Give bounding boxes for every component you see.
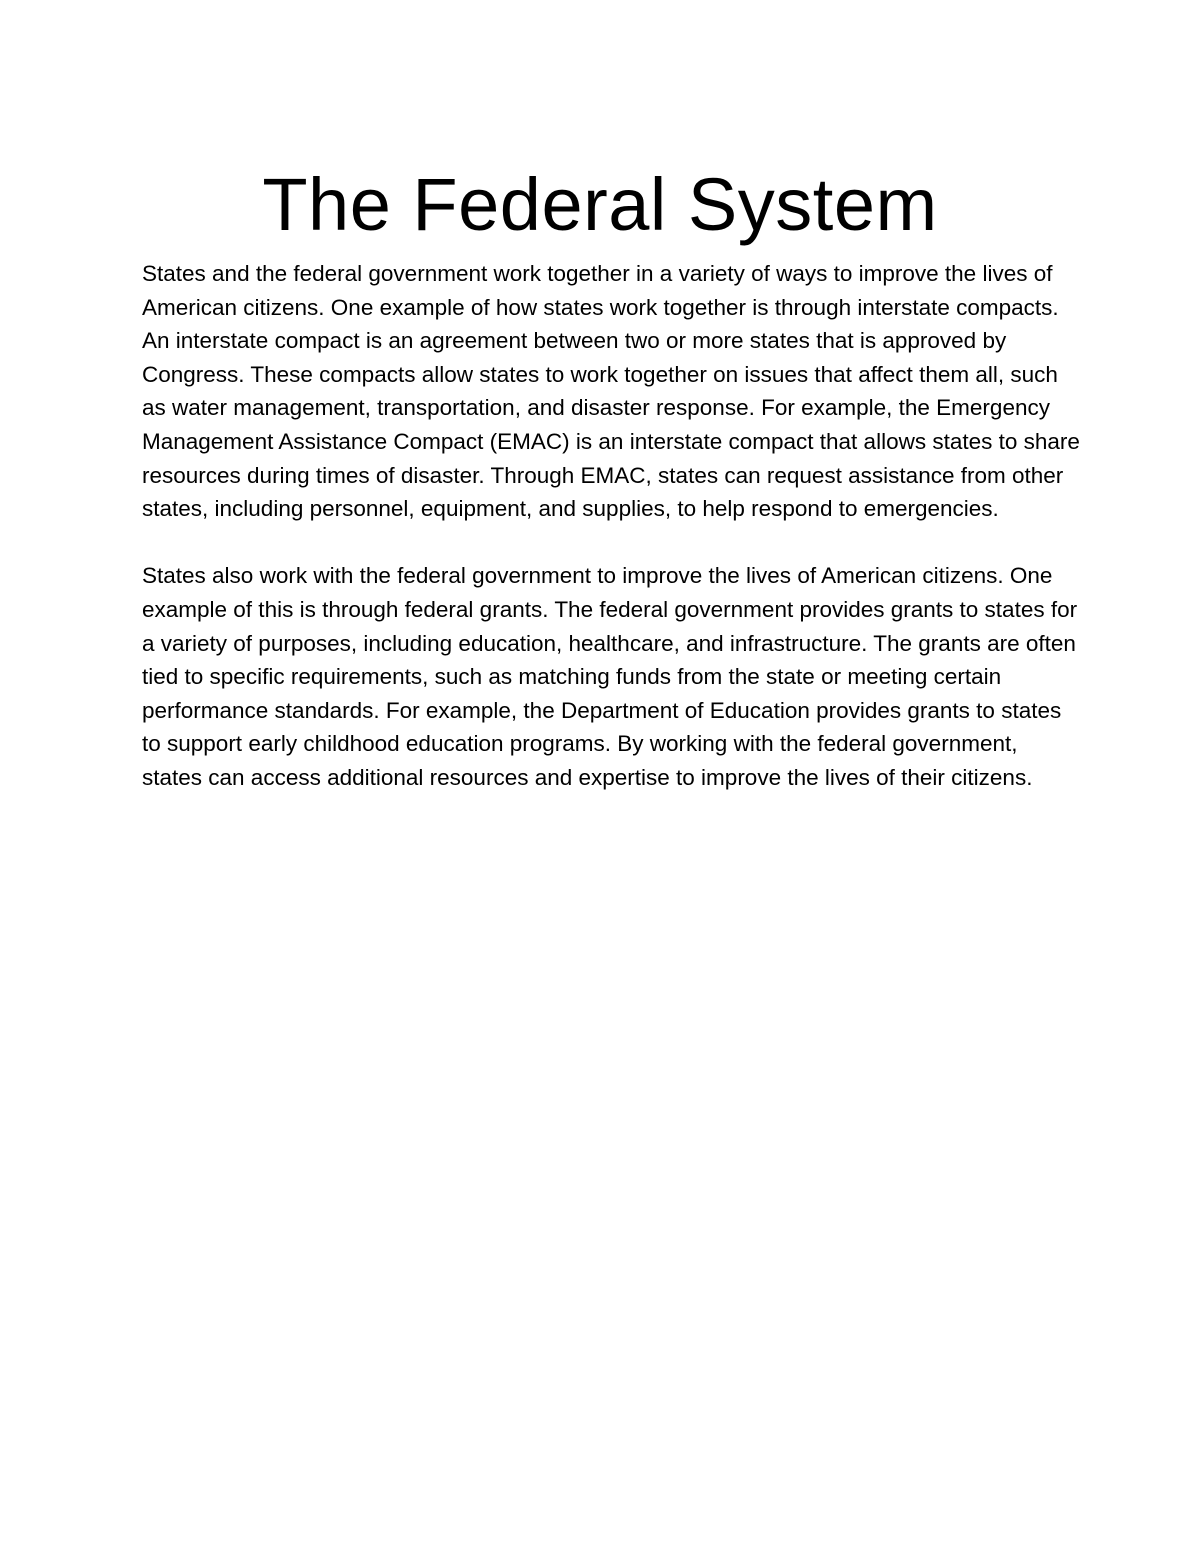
- paragraph-federal-grants: States also work with the federal government to improve the lives of American citizens. One example of this is through federal grants. The federal government provides grants to states for a variety of purposes, including education, healthcare, and infrastructure. The grants are often tied to specific requirements, such as matching funds from the state or meeting certain performance standards. For example, the Department of Education provides grants to states to support early childhood education programs. By working with the federal government, states can access additional resources and expertise to improve the lives of their citizens.: [142, 563, 1078, 790]
- document-body: [142, 257, 1082, 795]
- paragraph-interstate-compacts: States and the federal government work together in a variety of ways to improve the lives of American citizens. One example of how states work together is through interstate compacts. An interstate compact is an agreement between two or more states that is approved by Congress. These compacts allow states to work together on issues that affect them all, such as water management, transportation, and disaster response. For example, the Emergency Management Assistance Compact (EMAC) is an interstate compact that allows states to share resources during times of disaster. Through EMAC, states can request assistance from other states, including personnel, equipment, and supplies, to help respond to emergencies.: [142, 261, 1080, 522]
- page-title: The Federal System: [262, 163, 938, 246]
